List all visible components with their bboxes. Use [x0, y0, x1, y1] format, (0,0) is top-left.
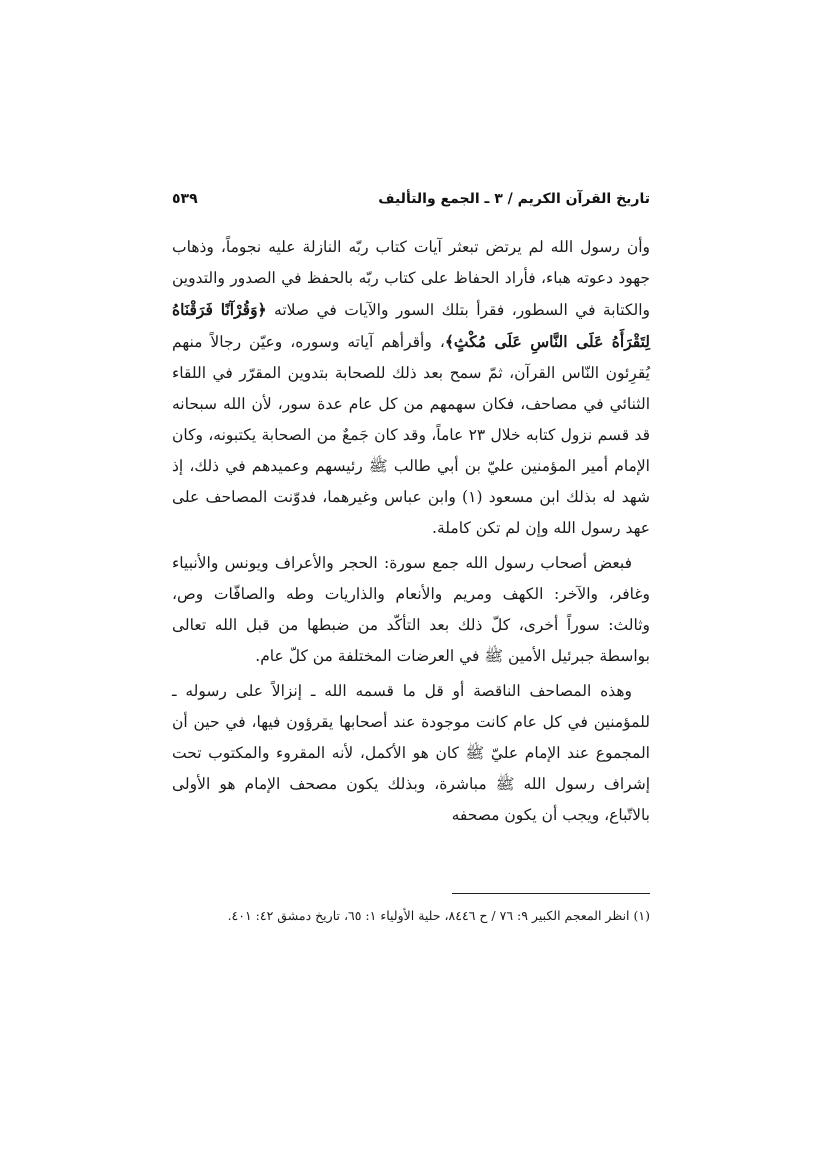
footnote-divider: [452, 893, 650, 894]
footnote: (١) انظر المعجم الكبير ٩: ٧٦ / ح ٨٤٤٦، حلية الأولياء ١: ٦٥، تاريخ دمشق ٤٢: ٤٠١.: [227, 908, 650, 923]
paragraph-1-part-b: ، وأقرأهم آياته وسوره، وعيّن رجالاً منهم يُقرِئون النّاس القرآن، ثمّ سمح بعد ذلك للصحابة بتدوين المقرّر في اللقاء الثنائي في مصاحف، فكان سهمهم من كل عام عدة سور، لأن الله سبحانه قد قسم نزول كتابه خلال ٢٣ عاماً، وقد كان جَمعٌ من الصحابة يكتبونه، وكان الإمام أمير المؤمنين عليّ بن أبي طالب ﷺ رئيسهم وعميدهم في ذلك، إذ شهد له بذلك ابن مسعود (١) وابن عباس وغيرهما، فدوّنت المصاحف على عهد رسول الله وإن لم تكن كاملة.: [172, 333, 651, 537]
quran-verse: ﴿وَقُرْآنًا فَرَقْنَاهُ لِتَقْرَأَهُ عَلَى النَّاسِ عَلَى مُكْثٍ﴾: [172, 300, 650, 351]
page-number: ٥٣٩: [172, 191, 198, 207]
paragraph-1: [172, 232, 650, 544]
body-text: [172, 232, 650, 835]
paragraph-2: فبعض أصحاب رسول الله جمع سورة: الحجر والأعراف ويونس والأنبياء وغافر، والآخر: الكهف ومريم والأنعام والذاريات وطه والصافّات وص، وثالث: سوراً أخرى، كلّ ذلك بعد التأكّد من ضبطها من قبل الله تعالى بواسطة جبرئيل الأمين ﷺ في العرضات المختلفة من كلّ عام.: [172, 554, 650, 665]
paragraph-1-part-a: وأن رسول الله لم يرتض تبعثر آيات كتاب ربّه النازلة عليه نجوماً، وذهاب جهود دعوته هباء، فأراد الحفاظ على كتاب ربّه بالحفظ في الصدور والتدوين والكتابة في السطور، فقرأ بتلك السور والآيات في صلاته: [172, 238, 650, 319]
header-title: تاريخ القرآن الكريم / ٣ ـ الجمع والتأليف: [378, 191, 650, 207]
paragraph-3: وهذه المصاحف الناقصة أو قل ما قسمه الله ـ إنزالاً على رسوله ـ للمؤمنين في كل عام كانت موجودة عند أصحابها يقرؤون فيها، في حين أن المجموع عند الإمام عليّ ﷺ كان هو الأكمل، لأنه المقروء والمكتوب تحت إشراف رسول الله ﷺ مباشرة، وبذلك يكون مصحف الإمام هو الأولى بالاتّباع، ويجب أن يكون مصحفه: [172, 682, 650, 824]
running-header: [172, 186, 650, 212]
